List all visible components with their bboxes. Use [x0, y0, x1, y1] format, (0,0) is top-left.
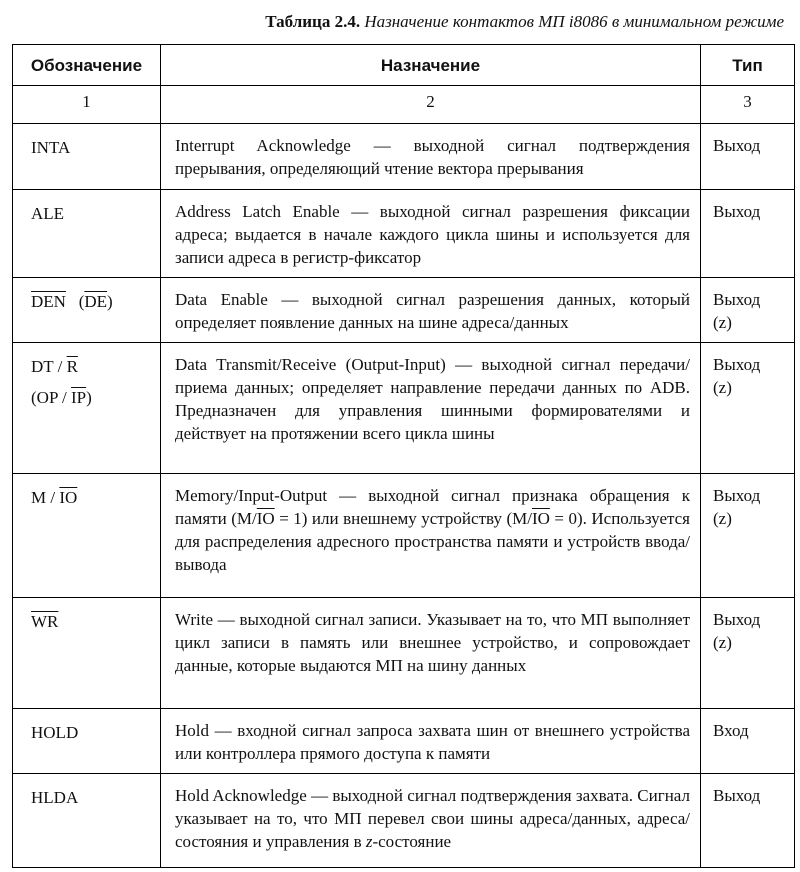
type-note: (z): [713, 509, 732, 528]
signal-part: ): [86, 388, 92, 407]
type-cell: [701, 598, 795, 709]
signal-part-inverted: $\overline{IP}$: [71, 388, 87, 407]
description-cell: Data Enable — выходной сигнал разрешения данных, который определяет появление данных на шине адреса/данных: [161, 278, 701, 343]
table-row: [13, 190, 795, 278]
table-row: [13, 598, 795, 709]
index-cell: 1: [13, 86, 161, 124]
signal-alt-name: $\overline{DE}$: [84, 292, 108, 311]
type-value: Выход: [713, 486, 761, 505]
table-row: [13, 709, 795, 774]
type-value: Выход: [713, 355, 761, 374]
description-cell: Data Transmit/Receive (Output-Input) — выходной сигнал передачи/приема данных; определяет направление передачи данных по ADB. Предназначен для управления шинными формирователями и действует на протяжении всего цикла шины: [161, 343, 701, 474]
table-row: [13, 124, 795, 190]
header-designation: Обозначение: [13, 45, 161, 86]
signal-cell: $\overline{DEN}$ $(\overline{DE})$: [13, 278, 161, 343]
type-note: (z): [713, 313, 732, 332]
index-cell: 2: [161, 86, 701, 124]
type-value: Вход: [713, 721, 749, 740]
signal-name: [31, 357, 78, 376]
signal-cell: [13, 190, 161, 278]
signal-alt-name: [31, 386, 152, 409]
type-value: Выход: [713, 290, 761, 309]
description-part-inverted: $\overline{IO}$: [531, 509, 550, 528]
table-row: [13, 774, 795, 868]
signal-cell: [13, 598, 161, 709]
header-row: [13, 45, 795, 86]
type-cell: [701, 278, 795, 343]
signal-name: INTA: [31, 138, 71, 157]
table-row: [13, 474, 795, 598]
index-row: [13, 86, 795, 124]
type-value: Выход: [713, 786, 761, 805]
description-part: = 1) или внешнему устройству (M/: [274, 509, 532, 528]
signal-cell: [13, 343, 161, 474]
signal-cell: [13, 474, 161, 598]
signal-name: HLDA: [31, 788, 79, 807]
description-part: -состояние: [372, 832, 452, 851]
type-value: Выход: [713, 136, 761, 155]
type-cell: [701, 124, 795, 190]
description-part-italic: z: [365, 832, 373, 851]
table-row: [13, 343, 795, 474]
description-part: Memory/Input-Output — выходной сигнал признака обращения к памяти (M/: [175, 486, 690, 528]
type-cell: [701, 190, 795, 278]
type-cell: [701, 343, 795, 474]
description-cell: [161, 474, 701, 598]
description-cell: [161, 774, 701, 868]
signal-part-inverted: $\overline{IO}$: [59, 488, 78, 507]
description-cell: Address Latch Enable — выходной сигнал разрешения фиксации адреса; выдается в начале каждого цикла шины и используется для записи адреса в регистр-фиксатор: [161, 190, 701, 278]
description-part-inverted: $\overline{IO}$: [256, 509, 275, 528]
signal-name: [31, 488, 77, 507]
description-cell: Interrupt Acknowledge — выходной сигнал подтверждения прерывания, определяющий чтение вектора прерывания: [161, 124, 701, 190]
type-note: (z): [713, 378, 732, 397]
signal-name: $\overline{DEN}$: [31, 292, 66, 311]
signal-part: DT /: [31, 357, 67, 376]
signal-part: (OP /: [31, 388, 71, 407]
description-part: Hold Acknowledge — выходной сигнал подтверждения захвата. Сигнал указывает на то, что МП перевел свои шины адреса/данных, адреса/состояния и управления в: [175, 786, 690, 851]
signal-name: HOLD: [31, 723, 79, 742]
type-value: Выход: [713, 610, 761, 629]
description-cell: Hold — входной сигнал запроса захвата шин от внешнего устройства или контроллера прямого доступа к памяти: [161, 709, 701, 774]
index-cell: 3: [701, 86, 795, 124]
signal-part-inverted: $\overline{R}$: [66, 357, 78, 376]
type-value: Выход: [713, 202, 761, 221]
signal-cell: [13, 124, 161, 190]
signal-cell: [13, 709, 161, 774]
table-row: [13, 278, 795, 343]
signal-name: $\overline{WR}$: [31, 612, 59, 631]
table-caption: [265, 12, 784, 32]
signal-name: ALE: [31, 204, 65, 223]
type-note: (z): [713, 633, 732, 652]
caption-number: Таблица 2.4.: [265, 12, 361, 31]
header-type: Тип: [701, 45, 795, 86]
description-part: = 0). Используется для распределения адресного пространства памяти и устройств ввода/вывода: [175, 509, 690, 574]
type-cell: [701, 474, 795, 598]
header-purpose: Назначение: [161, 45, 701, 86]
type-cell: [701, 774, 795, 868]
caption-title: Назначение контактов МП i8086 в минимальном режиме: [364, 12, 784, 31]
signal-cell: [13, 774, 161, 868]
signal-part: M /: [31, 488, 60, 507]
description-cell: Write — выходной сигнал записи. Указывает на то, что МП выполняет цикл записи в память или внешнее устройство, и сопровождает данные, которые выдаются МП на шину данных: [161, 598, 701, 709]
pin-table: [12, 44, 795, 868]
type-cell: [701, 709, 795, 774]
